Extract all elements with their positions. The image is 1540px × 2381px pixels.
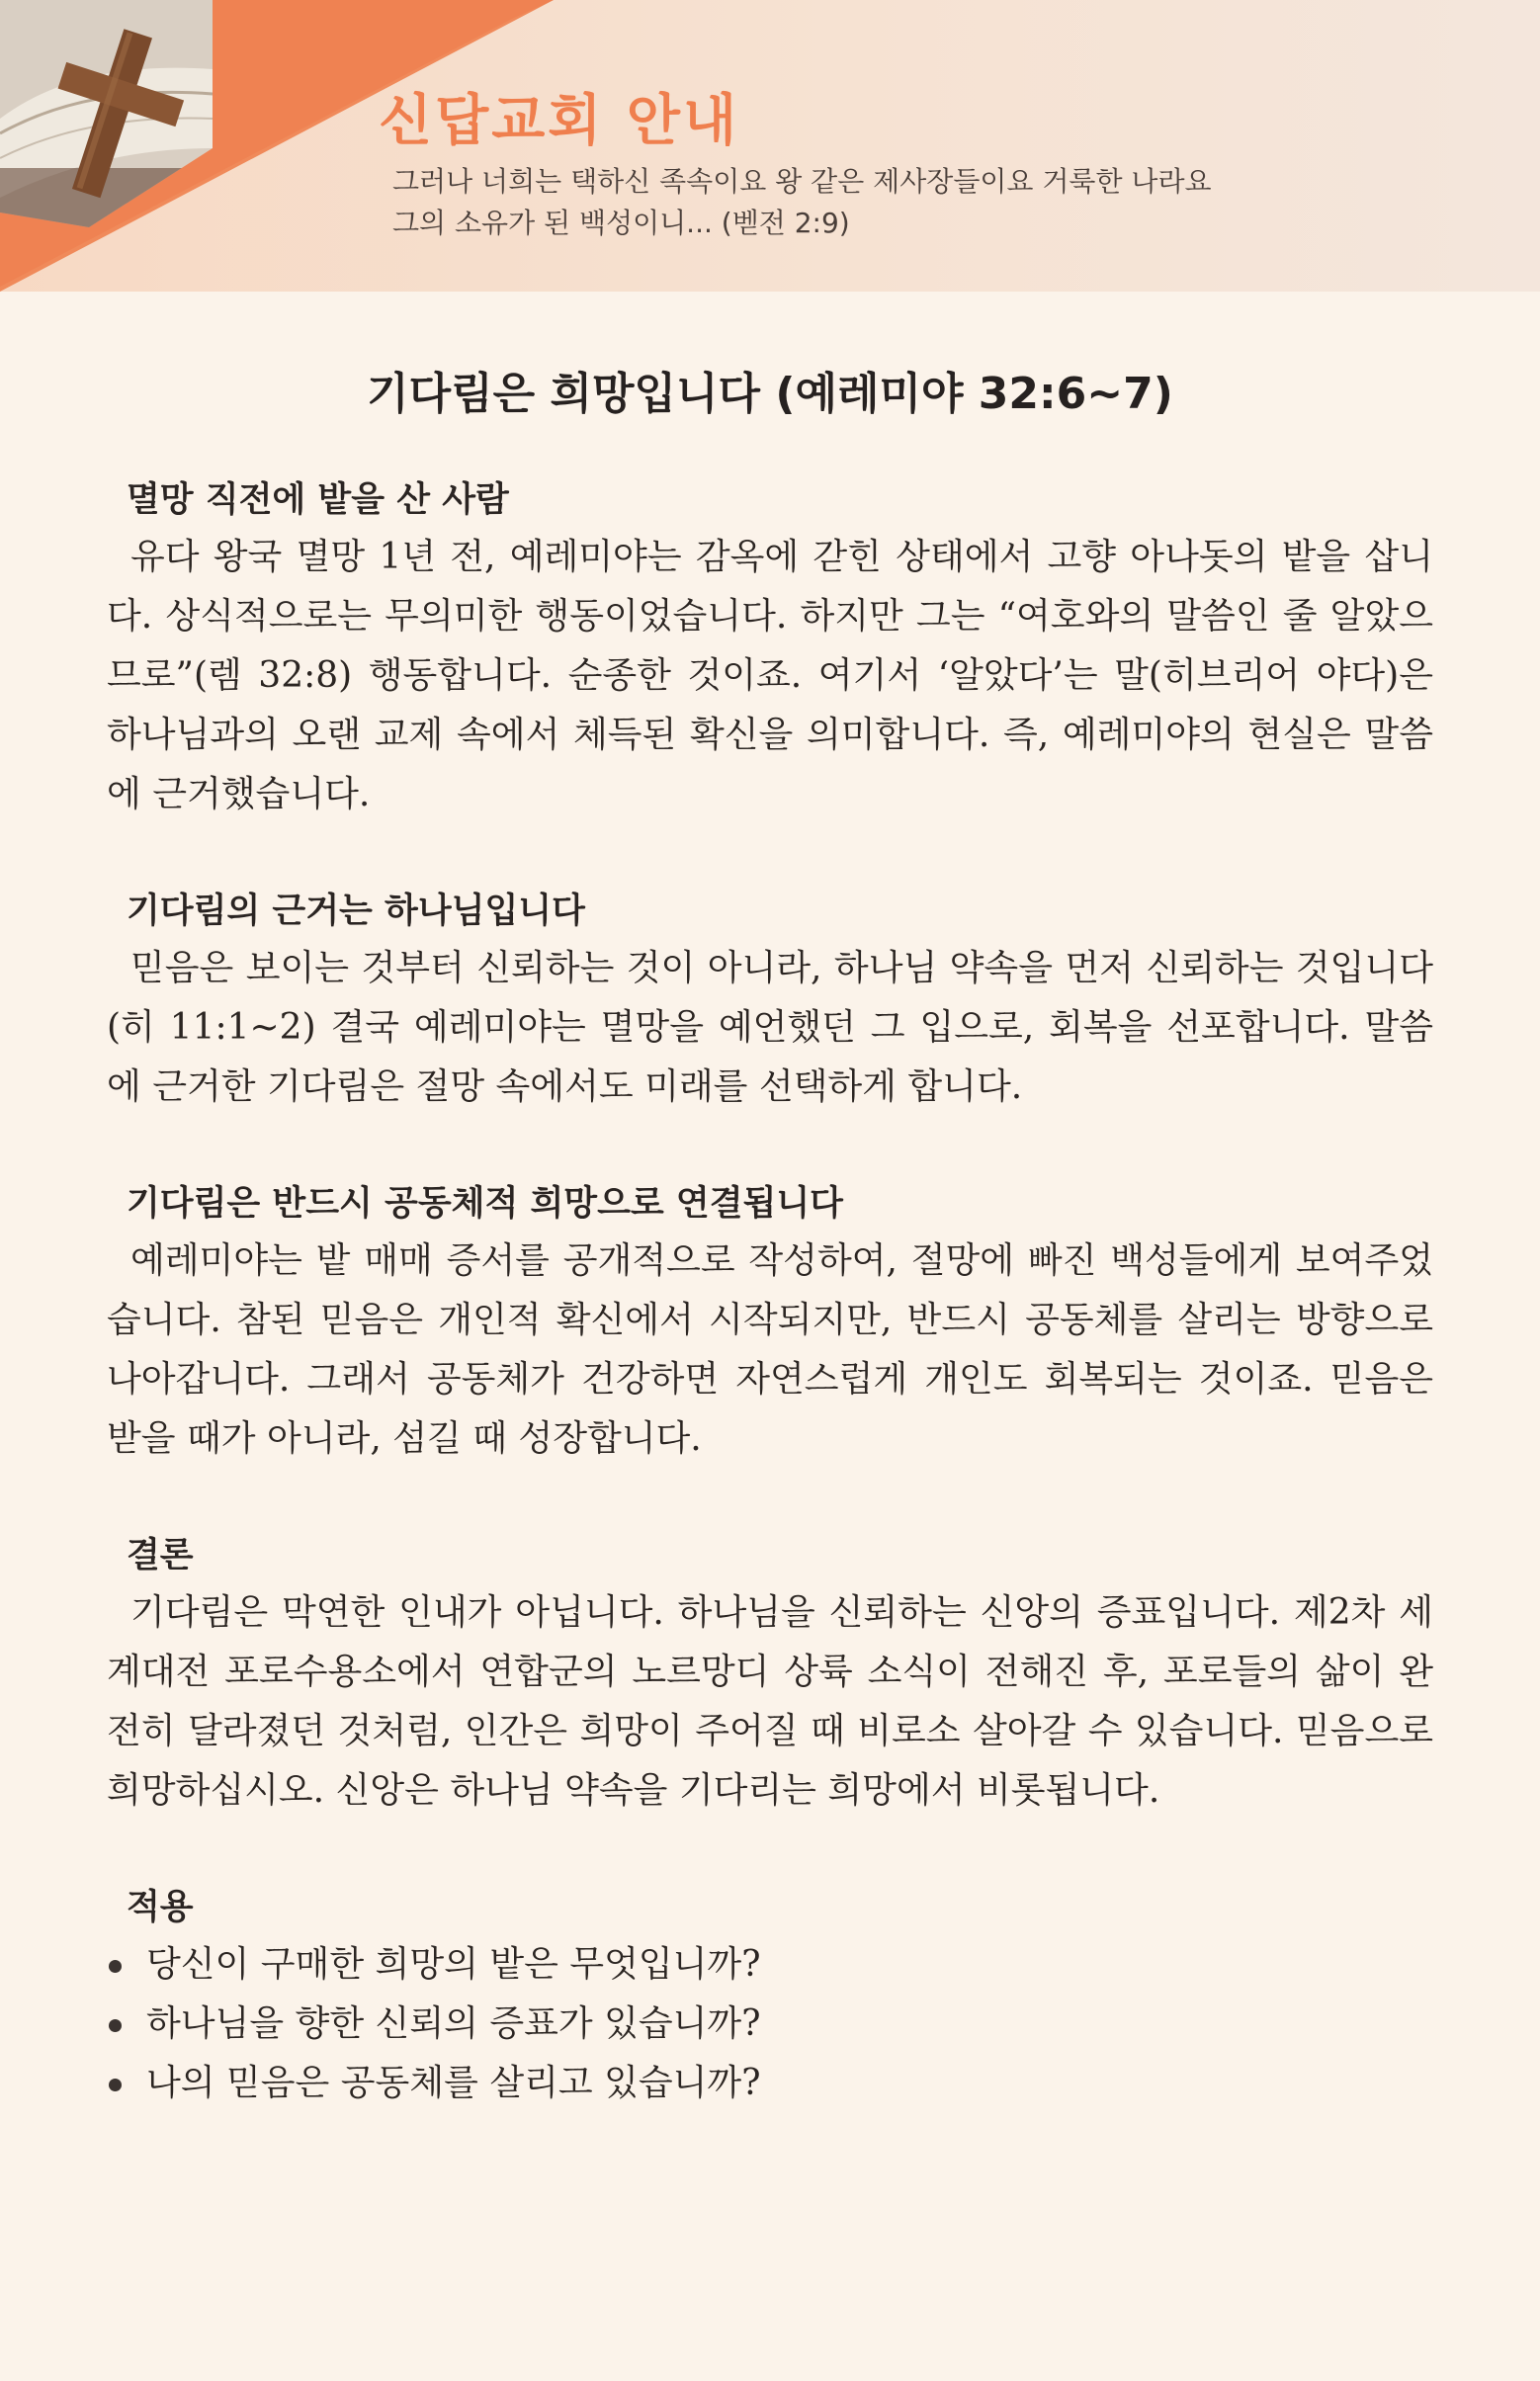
application-list [107, 1935, 1433, 2113]
section-body: 기다림은 막연한 인내가 아닙니다. 하나님을 신뢰하는 신앙의 증표입니다. 제2차 세계대전 포로수용소에서 연합군의 노르망디 상륙 소식이 전해진 후, 포로들의 삶이 완전히 달라졌던 것처럼, 인간은 희망이 주어질 때 비로소 살아갈 수 있습니다. 믿음으로 희망하십시오. 신앙은 하나님 약속을 기다리는 희망에서 비롯됩니다. [107, 1592, 1433, 1811]
application-heading: 적용 [127, 1888, 194, 1927]
list-item [107, 1935, 1433, 1995]
sermon-title: 기다림은 희망입니다 (예레미야 32:6~7) [367, 369, 1173, 419]
section-application [107, 1880, 1433, 2113]
list-item-text: 나의 믿음은 공동체를 살리고 있습니까? [146, 2063, 761, 2103]
section-body: 유다 왕국 멸망 1년 전, 예레미야는 감옥에 갇힌 상태에서 고향 아나돗의 밭을 삽니다. 상식적으로는 무의미한 행동이었습니다. 하지만 그는 “여호와의 말씀인 줄 알았으므로”(렘 32:8) 행동합니다. 순종한 것이죠. 여기서 ‘알았다’는 말(히브리어 야다)은 하나님과의 오랜 교제 속에서 체득된 확신을 의미합니다. 즉, 예레미야의 현실은 말씀에 근거했습니다. [107, 537, 1433, 814]
section-heading: 기다림의 근거는 하나님입니다 [127, 892, 585, 931]
sermon-content [107, 472, 1433, 2113]
section-heading: 결론 [127, 1536, 194, 1575]
bullet-icon [109, 2079, 122, 2091]
cross-on-bible-icon [0, 0, 227, 227]
header-verse [392, 161, 1212, 244]
header-verse-line-2: 그의 소유가 된 백성이니... (벧전 2:9) [392, 207, 850, 239]
list-item-text: 당신이 구매한 희망의 밭은 무엇입니까? [146, 1944, 761, 1985]
section-body: 믿음은 보이는 것부터 신뢰하는 것이 아니라, 하나님 약속을 먼저 신뢰하는 것입니다(히 11:1~2) 결국 예레미야는 멸망을 예언했던 그 입으로, 회복을 선포합니다. 말씀에 근거한 기다림은 절망 속에서도 미래를 선택하게 합니다. [107, 948, 1433, 1107]
list-item [107, 1995, 1433, 2054]
header-verse-line-1: 그러나 너희는 택하신 족속이요 왕 같은 제사장들이요 거룩한 나라요 [392, 165, 1212, 198]
section-conclusion [107, 1528, 1433, 1821]
section-3 [107, 1176, 1433, 1469]
bullet-icon [109, 2019, 122, 2032]
bullet-icon [109, 1960, 122, 1973]
section-heading: 멸망 직전에 밭을 산 사람 [127, 480, 509, 520]
header-title: 신답교회 안내 [379, 89, 740, 153]
list-item-text: 하나님을 향한 신뢰의 증표가 있습니까? [146, 2003, 761, 2044]
header-banner [0, 0, 1540, 292]
section-1 [107, 472, 1433, 824]
section-heading: 기다림은 반드시 공동체적 희망으로 연결됩니다 [127, 1184, 843, 1224]
section-body: 예레미야는 밭 매매 증서를 공개적으로 작성하여, 절망에 빠진 백성들에게 보여주었습니다. 참된 믿음은 개인적 확신에서 시작되지만, 반드시 공동체를 살리는 방향으로 나아갑니다. 그래서 공동체가 건강하면 자연스럽게 개인도 회복되는 것이죠. 믿음은 받을 때가 아니라, 섬길 때 성장합니다. [107, 1240, 1433, 1459]
section-2 [107, 884, 1433, 1117]
list-item [107, 2054, 1433, 2113]
